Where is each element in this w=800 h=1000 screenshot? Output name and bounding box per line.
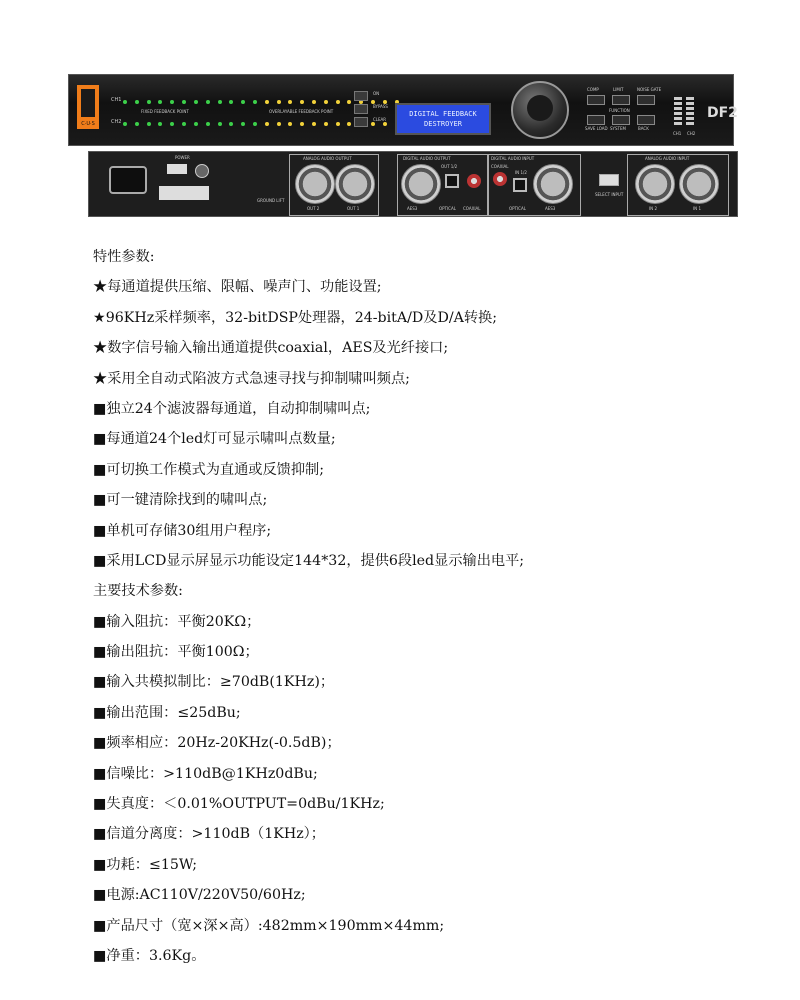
bypass-buttons [354, 91, 370, 133]
spec-line: ■功耗：≤15W; [93, 856, 198, 873]
rear-panel: POWER GROUND LIFT ANALOG AUDIO OUTPUT OUT 2 OUT 1 DIGITAL AUDIO OUTPUT OUT 1/2 AES3 OPTICAL COAXIAL DIGITAL AUDIO INPUT COAXIAL IN 1/2 OPTICAL AES3 SELECT INPUT ANALOG AUDIO INPUT IN 2 IN 1 [88, 151, 738, 217]
led-indicator [206, 122, 210, 126]
coaxial-out [467, 174, 481, 188]
clear-button [354, 117, 368, 127]
front-panel: C·U·S CH1 FIXED FEEDBACK POINT OVERLAYABLE FEEDBACK POINT CH2 ON BYPASS CLEAR DIGITAL FEEDBACK DESTROYER COMP LIMIT NOISE GATE FUNCTION SAVE LOAD SYSTEM BACK CH1 CH2 DF2 [68, 74, 734, 146]
led-indicator [265, 122, 269, 126]
led-indicator [383, 122, 387, 126]
led-indicator [182, 100, 186, 104]
spec-line: ■输出阻抗：平衡100Ω； [93, 644, 259, 661]
xlr-in-1 [679, 164, 719, 204]
xlr-out-1 [335, 164, 375, 204]
led-indicator [288, 100, 292, 104]
power-inlet [109, 166, 147, 194]
led-indicator [170, 122, 174, 126]
spec-line: ■频率相应：20Hz-20KHz(-0.5dB)； [93, 735, 341, 752]
system-button [612, 115, 630, 125]
led-indicator [229, 122, 233, 126]
led-indicator [312, 122, 316, 126]
model-name: DF2 [707, 105, 738, 121]
spec-line: ■可切换工作模式为直通或反馈抑制; [93, 461, 324, 478]
spec-line: ■净重：3.6Kg。 [93, 947, 206, 964]
led-indicator [241, 122, 245, 126]
led-indicator [123, 122, 127, 126]
spec-line: ■输入阻抗：平衡20KΩ； [93, 613, 261, 630]
led-indicator [371, 122, 375, 126]
comp-button [587, 95, 605, 105]
back-button [637, 115, 655, 125]
lcd-display [395, 103, 491, 135]
led-row-ch2: CH2 [111, 119, 401, 129]
fuse-holder [195, 164, 209, 178]
led-indicator [253, 122, 257, 126]
led-indicator [288, 122, 292, 126]
limit-button [612, 95, 630, 105]
spec-line: ■采用LCD显示屏显示功能设定144*32，提供6段led显示输出电平; [93, 552, 525, 569]
led-indicator [277, 100, 281, 104]
led-indicator [158, 100, 162, 104]
spec-line: ■可一键清除找到的啸叫点; [93, 492, 268, 509]
spec-line: ■输出范围：≤25dBu; [93, 704, 241, 721]
coaxial-in [493, 172, 507, 186]
led-indicator [312, 100, 316, 104]
led-indicator [194, 122, 198, 126]
led-indicator [324, 122, 328, 126]
led-indicator [218, 100, 222, 104]
bypass-button [354, 104, 368, 114]
led-indicator [347, 122, 351, 126]
optical-out [445, 174, 459, 188]
brand-logo [77, 85, 99, 129]
select-input-switch [599, 174, 619, 186]
led-indicator [147, 100, 151, 104]
led-indicator [241, 100, 245, 104]
led-indicator [170, 100, 174, 104]
power-switch [167, 164, 187, 174]
led-indicator [147, 122, 151, 126]
led-indicator [135, 100, 139, 104]
led-indicator [158, 122, 162, 126]
spec-line: ■独立24个滤波器每通道，自动抑制啸叫点; [93, 400, 371, 417]
aes-out-connector [401, 164, 441, 204]
section-heading: 特性参数: [93, 249, 155, 265]
spec-line: ★数字信号输入输出通道提供coaxial，AES及光纤接口; [93, 340, 449, 357]
led-indicator [324, 100, 328, 104]
led-indicator [218, 122, 222, 126]
spec-line: ★每通道提供压缩、限幅、噪声门、功能设置; [93, 279, 382, 296]
warning-label [159, 186, 209, 200]
spec-list [93, 247, 524, 976]
led-indicator [300, 100, 304, 104]
led-indicator [336, 100, 340, 104]
output-level-meter [674, 97, 698, 127]
lcd-line-2: DESTROYER [424, 120, 462, 128]
led-indicator [253, 100, 257, 104]
spec-line: ■单机可存储30组用户程序; [93, 522, 272, 539]
xlr-in-2 [635, 164, 675, 204]
aes-in-connector [533, 164, 573, 204]
spec-line: ■电源:AC110V/220V50/60Hz; [93, 887, 306, 904]
spec-line: ■产品尺寸（宽×深×高）:482mm×190mm×44mm; [93, 917, 445, 934]
jog-knob [511, 81, 569, 139]
led-row-ch1: CH1 [111, 97, 401, 107]
overlay-point-caption: OVERLAYABLE FEEDBACK POINT [269, 109, 334, 114]
spec-line: ■输入共模拟制比：≥70dB(1KHz)； [93, 674, 335, 691]
spec-line: ■每通道24个led灯可显示啸叫点数量; [93, 431, 336, 448]
led-indicator [277, 122, 281, 126]
save-load-button [587, 115, 605, 125]
led-indicator [135, 122, 139, 126]
led-indicator [336, 122, 340, 126]
led-indicator [300, 122, 304, 126]
led-indicator [265, 100, 269, 104]
spec-line: ■信道分离度：>110dB（1KHz）； [93, 826, 325, 843]
led-indicator [123, 100, 127, 104]
fixed-point-caption: FIXED FEEDBACK POINT [141, 109, 189, 114]
spec-line: ★96KHz采样频率，32-bitDSP处理器，24-bitA/D及D/A转换; [93, 309, 498, 326]
spec-line: ■失真度：＜0.01%OUTPUT=0dBu/1KHz; [93, 796, 385, 813]
section-heading: 主要技术参数: [93, 583, 183, 600]
logo-text: C·U·S [81, 121, 95, 127]
led-indicator [182, 122, 186, 126]
led-indicator [194, 100, 198, 104]
xlr-out-2 [295, 164, 335, 204]
led-indicator [229, 100, 233, 104]
led-indicator [347, 100, 351, 104]
on-button [354, 91, 368, 101]
device-photo [62, 74, 742, 219]
led-indicator [206, 100, 210, 104]
spec-line: ★采用全自动式陷波方式急速寻找与抑制啸叫频点; [93, 370, 410, 387]
function-buttons: COMP LIMIT NOISE GATE FUNCTION SAVE LOAD SYSTEM BACK [585, 87, 662, 131]
spec-line: ■信噪比：>110dB@1KHz0dBu; [93, 765, 318, 782]
lcd-line-1: DIGITAL FEEDBACK [409, 110, 477, 118]
optical-in [513, 178, 527, 192]
noise-gate-button [637, 95, 655, 105]
